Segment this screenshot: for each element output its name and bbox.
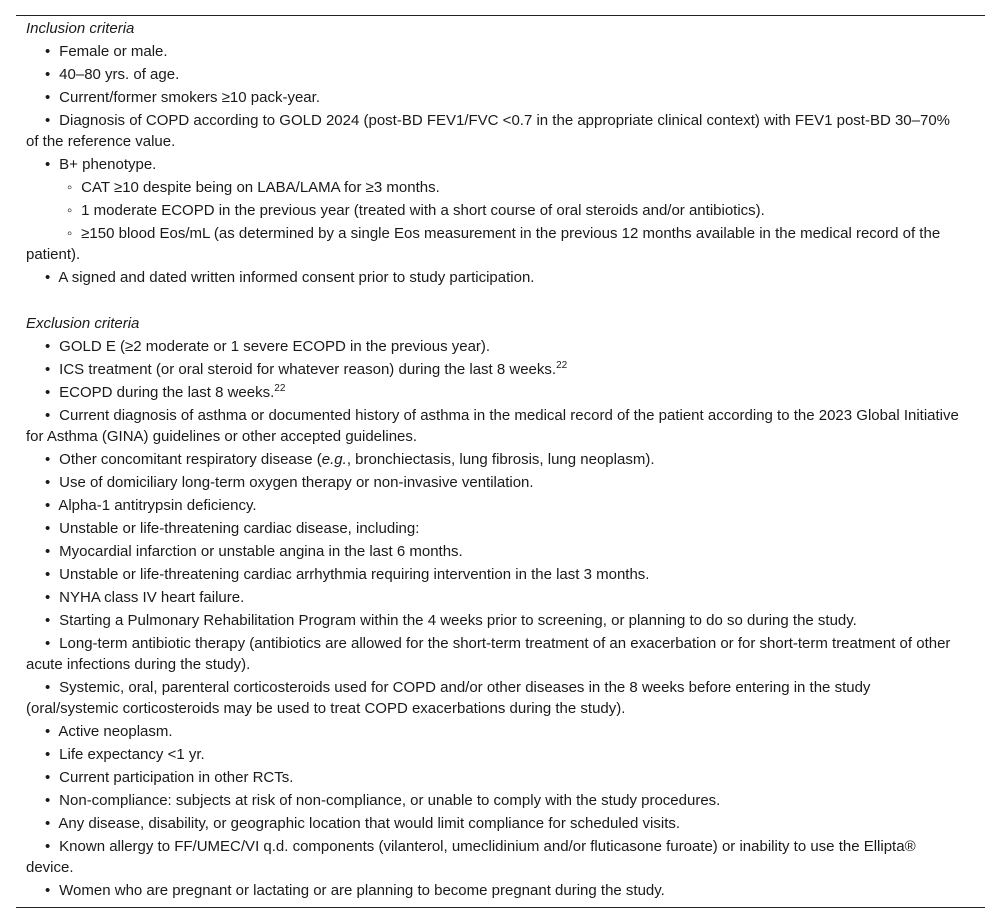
exclusion-heading: Exclusion criteria: [26, 315, 140, 332]
bullet-icon: •: [45, 520, 51, 537]
list-item: • Current diagnosis of asthma or documented history of asthma in the medical record of the patient according to the 2023 Global Initiative for Asthma (GINA) guidelines or other accepted guidelines.: [26, 407, 959, 445]
bullet-icon: •: [45, 635, 51, 652]
bullet-icon: •: [45, 361, 51, 378]
list-item: • Active neoplasm.: [45, 723, 173, 740]
reference-superscript: 22: [556, 360, 568, 371]
list-item: • Female or male.: [45, 43, 168, 60]
bullet-icon: •: [45, 723, 51, 740]
list-item: • Use of domiciliary long-term oxygen therapy or non-invasive ventilation.: [45, 474, 534, 491]
list-item: • 40–80 yrs. of age.: [45, 66, 180, 83]
sub-list-item: ◦ 1 moderate ECOPD in the previous year (treated with a short course of oral steroids and/or antibiotics).: [67, 202, 765, 219]
list-item: • B+ phenotype.: [45, 156, 157, 173]
list-item: • Diagnosis of COPD according to GOLD 2024 (post-BD FEV1/FVC <0.7 in the appropriate clinical context) with FEV1 post-BD 30–70% of the reference value.: [26, 112, 951, 150]
bullet-icon: •: [45, 882, 51, 899]
list-item: • Unstable or life-threatening cardiac arrhythmia requiring intervention in the last 3 months.: [45, 566, 650, 583]
list-item: • A signed and dated written informed consent prior to study participation.: [45, 269, 535, 286]
bullet-icon: •: [45, 746, 51, 763]
bullet-icon: •: [45, 269, 51, 286]
list-item: • ECOPD during the last 8 weeks.$^{22}$: [45, 383, 286, 401]
bullet-icon: •: [45, 66, 51, 83]
list-item: • Current/former smokers ≥10 pack-year.: [45, 89, 320, 106]
list-item: • Systemic, oral, parenteral corticosteroids used for COPD and/or other diseases in the 8 weeks before entering in the study (oral/systemic corticosteroids may be used to treat COPD exacerbations during the study).: [26, 679, 871, 717]
bullet-icon: •: [45, 543, 51, 560]
list-item: • Non-compliance: subjects at risk of non-compliance, or unable to comply with the study procedures.: [45, 792, 721, 809]
inclusion-heading: Inclusion criteria: [26, 20, 135, 37]
list-item: • Life expectancy <1 yr.: [45, 746, 205, 763]
bullet-icon: •: [45, 566, 51, 583]
bullet-icon: •: [45, 112, 51, 129]
bullet-icon: •: [45, 474, 51, 491]
bullet-icon: •: [45, 792, 51, 809]
list-item: • Unstable or life-threatening cardiac disease, including:: [45, 520, 420, 537]
sub-list-item: ◦ ≥150 blood Eos/mL (as determined by a single Eos measurement in the previous 12 months available in the medical record of the patient).: [26, 225, 941, 263]
list-item: • Women who are pregnant or lactating or are planning to become pregnant during the study.: [45, 882, 665, 899]
list-item: • Long-term antibiotic therapy (antibiotics are allowed for the short-term treatment of an exacerbation or for short-term treatment of other acute infections during the study).: [26, 635, 951, 673]
section-spacer: [16, 290, 985, 313]
list-item: • Any disease, disability, or geographic location that would limit compliance for scheduled visits.: [45, 815, 681, 832]
list-item: • GOLD E (≥2 moderate or 1 severe ECOPD in the previous year).: [45, 338, 491, 355]
list-item: • Myocardial infarction or unstable angina in the last 6 months.: [45, 543, 463, 560]
bullet-icon: •: [45, 451, 51, 468]
bullet-icon: •: [45, 89, 51, 106]
bullet-icon: •: [45, 769, 51, 786]
list-item: • Starting a Pulmonary Rehabilitation Program within the 4 weeks prior to screening, or planning to do so during the study.: [45, 612, 857, 629]
list-item: • Alpha-1 antitrypsin deficiency.: [45, 497, 257, 514]
sub-list-item: ◦ CAT ≥10 despite being on LABA/LAMA for ≥3 months.: [67, 179, 440, 196]
list-item: • Current participation in other RCTs.: [45, 769, 294, 786]
bullet-icon: •: [45, 338, 51, 355]
bullet-icon: •: [45, 815, 51, 832]
bullet-icon: •: [45, 43, 51, 60]
list-item: • NYHA class IV heart failure.: [45, 589, 245, 606]
bullet-icon: •: [45, 838, 51, 855]
list-item: • ICS treatment (or oral steroid for whatever reason) during the last 8 weeks.$^{22}$: [45, 360, 568, 378]
list-item: • Known allergy to FF/UMEC/VI q.d. components (vilanterol, umeclidinium and/or fluticasone furoate) or inability to use the Ellipta® device.: [26, 838, 916, 876]
bullet-icon: •: [45, 679, 51, 696]
bullet-icon: •: [45, 156, 51, 173]
reference-superscript: 22: [274, 383, 286, 394]
bullet-icon: •: [45, 407, 51, 424]
bullet-icon: •: [45, 497, 51, 514]
bullet-icon: •: [45, 384, 51, 401]
bullet-icon: •: [45, 612, 51, 629]
criteria-table: [16, 15, 985, 908]
circle-bullet-icon: ◦: [67, 179, 73, 196]
circle-bullet-icon: ◦: [67, 202, 73, 219]
list-item: • Other concomitant respiratory disease (e.g., bronchiectasis, lung fibrosis, lung neoplasm).: [45, 451, 655, 468]
bullet-icon: •: [45, 589, 51, 606]
circle-bullet-icon: ◦: [67, 225, 73, 242]
